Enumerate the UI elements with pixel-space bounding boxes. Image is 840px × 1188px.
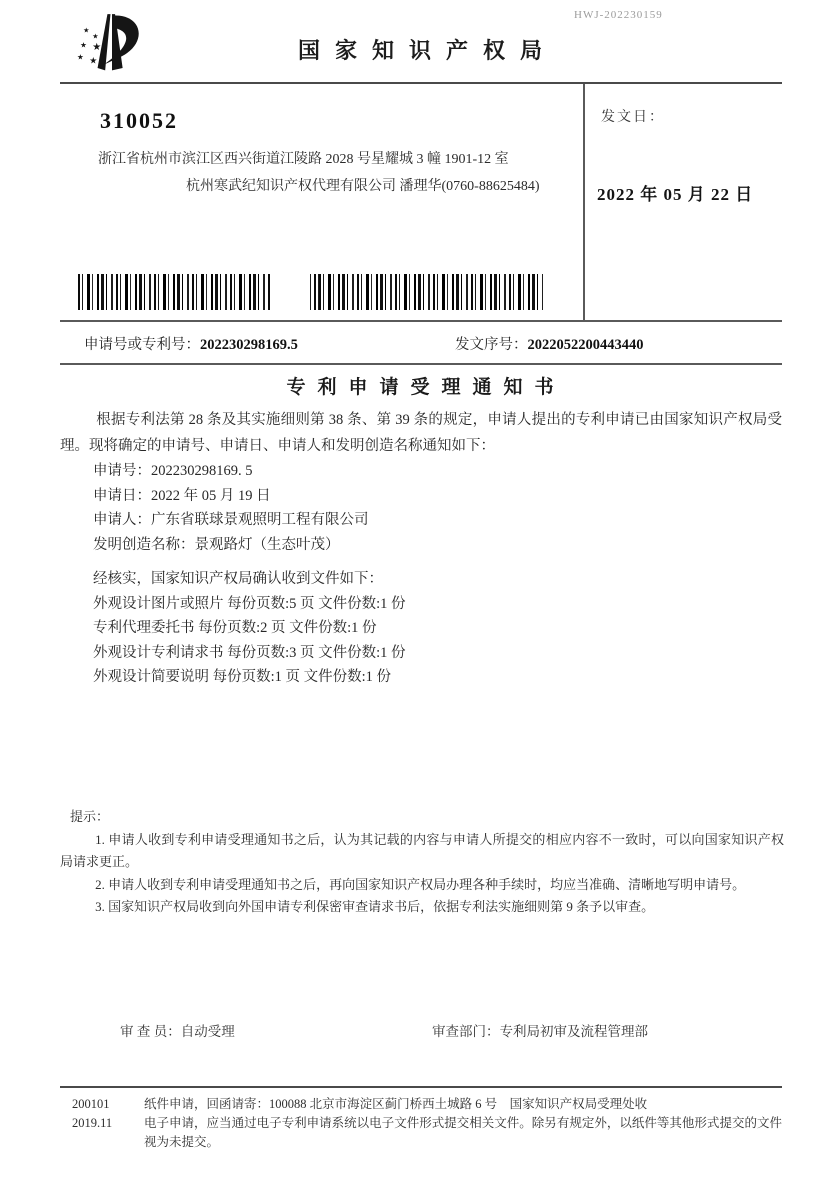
notice-body: [60, 407, 782, 690]
footer-row-paper: [60, 1095, 782, 1114]
department-field: [432, 1020, 648, 1040]
field-label: 申请日：: [93, 487, 151, 504]
department-label: 审查部门：: [432, 1024, 500, 1039]
field-label: 申请人：: [93, 512, 151, 528]
issue-date-value: 2022 年 05 月 22 日: [597, 185, 754, 204]
document-ref-code: HWJ-202230159: [574, 9, 663, 21]
notice-title: 专利申请受理通知书: [286, 377, 566, 398]
field-applicant: [93, 508, 782, 533]
received-file-item: 外观设计简要说明 每份页数:1 页 文件份数:1 份: [93, 669, 392, 685]
svg-text:★: ★: [77, 52, 84, 62]
recipient-address: 浙江省杭州市滨江区西兴街道江陵路 2028 号星耀城 3 幢 1901-12 室: [98, 152, 509, 167]
field-application-number: [93, 459, 782, 484]
signoff-row: [60, 1020, 780, 1040]
notice-intro-paragraph: 根据专利法第 28 条及其实施细则第 38 条、第 39 条的规定，申请人提出的专利申请已由国家知识产权局受理。现将确定的申请号、申请日、申请人和发明创造名称通知如下：: [60, 412, 782, 454]
issue-date-label: 发文日：: [601, 110, 665, 125]
footer-code: 2019.11: [72, 1116, 113, 1130]
serial-number-value: 2022052200443440: [527, 337, 644, 353]
recipient-agency-contact: 杭州寒武纪知识产权代理有限公司 潘理华(0760-88625484): [186, 179, 540, 194]
barcode-serial-number: [310, 274, 543, 310]
postal-code: 310052: [100, 108, 178, 133]
svg-text:★: ★: [80, 40, 87, 50]
field-value: 202230298169. 5: [151, 463, 253, 479]
received-files-intro: 经核实，国家知识产权局确认收到文件如下：: [93, 571, 383, 587]
field-label: 发明创造名称：: [93, 536, 195, 553]
issue-date-block: [583, 84, 782, 320]
tip-item-3: 3. 国家知识产权局收到向外国申请专利保密审查请求书后，依据专利法实施细则第 9 条予以审查。: [95, 899, 655, 914]
field-value: 景观路灯（生态叶茂）: [194, 536, 340, 553]
agency-title: 国家知识产权局: [297, 38, 557, 63]
examiner-label: 审 查 员：: [120, 1024, 181, 1039]
application-number-field: [84, 333, 455, 354]
received-file-item: 外观设计专利请求书 每份页数:3 页 文件份数:1 份: [93, 644, 406, 661]
svg-text:★: ★: [92, 33, 99, 41]
tips-section: [60, 806, 784, 919]
footer-text: 纸件申请，回函请寄：100088 北京市海淀区蓟门桥西土城路 6 号 国家知识产权局受理处收: [144, 1097, 648, 1111]
field-value: 2022 年 05 月 19 日: [151, 487, 271, 504]
field-invention-title: [93, 533, 782, 558]
received-file-item: 外观设计图片或照片 每份页数:5 页 文件份数:1 份: [93, 595, 406, 612]
application-number-label: 申请号或专利号：: [84, 337, 200, 353]
svg-text:★: ★: [89, 55, 98, 66]
recipient-block: [60, 84, 583, 320]
svg-text:★: ★: [92, 41, 102, 53]
serial-number-field: [455, 333, 644, 354]
department-value: 专利局初审及流程管理部: [499, 1024, 648, 1039]
footer-row-electronic: [60, 1114, 782, 1152]
examiner-field: [120, 1020, 432, 1040]
numbers-row: [60, 324, 782, 365]
svg-text:★: ★: [83, 27, 90, 35]
field-value: 广东省联球景观照明工程有限公司: [151, 512, 369, 528]
application-number-value: 202230298169.5: [200, 337, 298, 353]
serial-number-label: 发文序号：: [455, 337, 528, 353]
examiner-value: 自动受理: [180, 1024, 235, 1039]
recipient-issue-box: [60, 82, 782, 322]
footer-text: 电子申请，应当通过电子专利申请系统以电子文件形式提交相关文件。除另有规定外，以纸件等其他形式提交的文件视为未提交。: [144, 1116, 782, 1149]
tips-label: 提示：: [70, 809, 110, 824]
footer-notes: [60, 1086, 782, 1152]
barcode-application-number: [78, 274, 270, 310]
footer-code: 200101: [72, 1097, 110, 1111]
field-label: 申请号：: [93, 463, 151, 479]
tip-item-1: 1. 申请人收到专利申请受理通知书之后，认为其记载的内容与申请人所提交的相应内容不一致时，可以向国家知识产权局请求更正。: [60, 831, 784, 869]
field-filing-date: [93, 484, 782, 509]
tip-item-2: 2. 申请人收到专利申请受理通知书之后，再向国家知识产权局办理各种手续时，均应当准确、清晰地写明申请号。: [95, 876, 746, 892]
received-file-item: 专利代理委托书 每份页数:2 页 文件份数:1 份: [93, 620, 377, 636]
